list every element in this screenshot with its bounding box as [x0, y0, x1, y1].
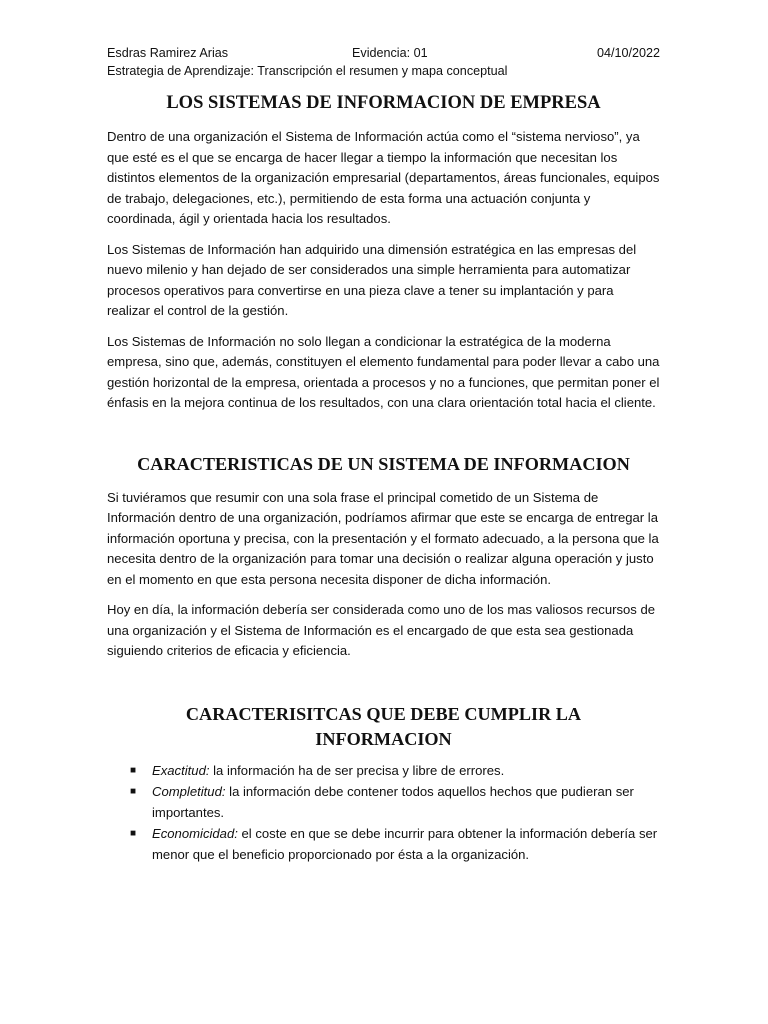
document-header [107, 44, 660, 62]
section-1-paragraph-1: Dentro de una organización el Sistema de Información actúa como el “sistema nervioso”, ya que esté es el que se encarga de hacer llegar a tiempo la información que necesitan los distintos elementos de la organización empresarial (departamentos, áreas funcionales, equipos de trabajo, delegaciones, etc.), permitiendo de esta forma una actuación conjunta y coordinada, ágil y orientada hacia los resultados. [107, 129, 660, 226]
section-1-title: LOS SISTEMAS DE INFORMACION DE EMPRESA [166, 93, 601, 113]
section-2-paragraph-2: Hoy en día, la información debería ser considerada como uno de los mas valiosos recursos de una organización y el Sistema de Información es el encargado de que esta sea gestionada siguiendo criterios de eficacia y eficiencia. [107, 602, 656, 658]
section-1-paragraph-2: Los Sistemas de Información han adquirido una dimensión estratégica en las empresas del nuevo milenio y han dejado de ser considerados una simple herramienta para automatizar procesos operativos para convertirse en una pieza clave a tener su implantación y para realizar el control de la gestión. [107, 241, 637, 318]
evidence-number: Evidencia: 01 [352, 46, 428, 60]
list-item [130, 760, 660, 781]
author-name: Esdras Ramirez Arias [107, 46, 229, 60]
information-requirements-list [107, 760, 660, 865]
section-3-title-line-2: INFORMACION [315, 728, 452, 749]
section-3-title-line-1: CARACTERISITCAS QUE DEBE CUMPLIR LA [185, 703, 582, 724]
square-bullet-icon: ■ [130, 764, 137, 776]
square-bullet-icon: ■ [130, 827, 137, 839]
list-item [130, 823, 660, 865]
square-bullet-icon: ■ [130, 785, 137, 797]
section-2-paragraph-1: Si tuviéramos que resumir con una sola frase el principal cometido de un Sistema de Información dentro de una organización, podríamos afirmar que este se encarga de entregar la información oportuna y precisa, con la presentación y el formato adecuado, a la persona que la necesita dentro de la organización para tomar una decisión o realizar alguna operación y justo en el momento en que esta persona necesita disponer de dicha información. [107, 489, 659, 587]
item-text: la información ha de ser precisa y libre de errores. [209, 762, 505, 778]
item-term: Completitud: [152, 783, 226, 799]
item-term: Economicidad: [152, 825, 238, 841]
item-text: el coste en que se debe incurrir para obtener la información debería ser menor que el beneficio proporcionado por ésta a la organización. [152, 825, 658, 862]
section-2-title: CARACTERISTICAS DE UN SISTEMA DE INFORMACION [137, 453, 630, 474]
section-1-paragraph-3: Los Sistemas de Información no solo llegan a condicionar la estratégica de la moderna empresa, sino que, además, constituyen el elemento fundamental para poder llevar a cabo una gestión horizontal de la empresa, orientada a procesos y no a funciones, que permitan poner el énfasis en la mejora continua de los resultados, con una clara orientación total hacia el cliente. [107, 333, 660, 410]
document-date: 04/10/2022 [596, 46, 660, 60]
section-3-title [107, 702, 660, 752]
item-text: la información debe contener todos aquellos hechos que pudieran ser importantes. [152, 783, 634, 820]
list-item [130, 781, 660, 823]
learning-strategy: Estrategia de Aprendizaje: Transcripción el resumen y mapa conceptual [107, 64, 508, 78]
item-term: Exactitud: [152, 762, 210, 778]
